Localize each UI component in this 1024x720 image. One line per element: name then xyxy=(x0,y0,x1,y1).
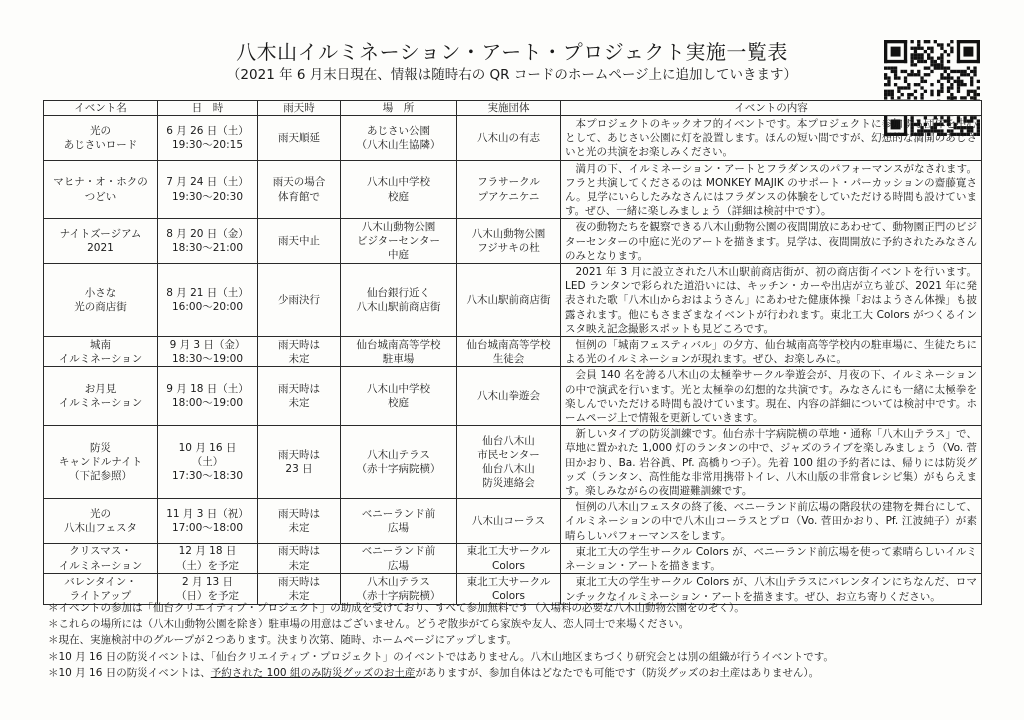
cell-line: 八木山の有志 xyxy=(477,131,540,144)
cell-line: キャンドルナイト xyxy=(58,456,143,469)
cell-line: 未定 xyxy=(288,522,310,535)
header-rain: 雨天時 xyxy=(258,101,341,116)
event-organizer-cell xyxy=(457,426,561,499)
cell-line: 広場 xyxy=(388,559,409,572)
cell-line: 八木山駅前商店街 xyxy=(466,293,551,306)
cell-line: （土） xyxy=(191,456,224,469)
table-row xyxy=(44,116,982,161)
event-place-cell xyxy=(341,116,457,161)
cell-line: 校庭 xyxy=(388,190,409,203)
cell-line: 未定 xyxy=(288,352,310,365)
cell-line: （赤十字病院横） xyxy=(356,590,441,602)
event-organizer-cell xyxy=(457,337,561,367)
table-row xyxy=(44,367,982,426)
event-name-cell xyxy=(44,499,158,544)
event-name-cell xyxy=(44,160,158,219)
event-content-cell: 満月の下、イルミネーション・アートとフラダンスのパフォーマンスがなされます。フラと共演してくださるのは MONKEY MAJIK のサポート・パーカッションの齋藤寛さん。見学にいらしたみなさんにはフラダンスの体験をしていただける時間も設けています。ぜひ、一緒に楽しみましょう（詳細は検討中です）。 xyxy=(561,160,982,219)
event-name-cell xyxy=(44,219,158,264)
cell-line: クリスマス・ xyxy=(69,545,132,558)
event-organizer-cell xyxy=(457,116,561,161)
cell-line: 生徒会 xyxy=(492,352,525,365)
cell-line: 7 月 24 日（土） xyxy=(166,176,249,189)
cell-line: 18:30～19:00 xyxy=(171,352,244,365)
cell-line: 雨天の場合 xyxy=(272,176,326,189)
cell-line: 防災 xyxy=(90,441,111,454)
event-date-cell xyxy=(158,426,258,499)
cell-line: 11 月 3 日（祝） xyxy=(166,507,249,520)
event-name-cell xyxy=(44,337,158,367)
cell-line: 広場 xyxy=(388,522,409,535)
cell-line: （下記参照） xyxy=(69,470,132,483)
cell-line: 八木山コーラス xyxy=(471,514,546,527)
note-line: ＊これらの場所には（八木山動物公園を除き）駐車場の用意はございません。どうぞ散歩がてら家族や友人、恋人同士で来場ください。 xyxy=(48,618,690,631)
event-name-cell xyxy=(44,116,158,161)
cell-line: 仙台銀行近く xyxy=(367,286,430,299)
event-date-cell xyxy=(158,219,258,264)
event-place-cell xyxy=(341,160,457,219)
event-rain-cell xyxy=(258,219,341,264)
cell-line: 未定 xyxy=(288,590,310,602)
event-content-cell: 会員 140 名を誇る八木山の太極拳サークル拳遊会が、月夜の下、イルミネーションの中で演武を行います。光と太極拳の幻想的な共演です。みなさんにも一緒に太極拳を楽しんでいただける時間も設けています。現在、内容の詳細については検討中です。ホームページ上で情報を更新していきます。 xyxy=(561,367,982,426)
cell-line: 光の商店街 xyxy=(74,301,127,314)
cell-line: 校庭 xyxy=(388,397,409,410)
cell-line: バレンタイン・ xyxy=(64,575,137,588)
cell-line: （日）を予定 xyxy=(176,590,239,602)
cell-line: 10 月 16 日 xyxy=(178,441,237,454)
event-content-cell: 東北工大の学生サークル Colors が、ベニーランド前広場を使って素晴らしいイルミネーション・アートを描きます。 xyxy=(561,543,982,573)
table-row xyxy=(44,160,982,219)
event-place-cell xyxy=(341,367,457,426)
cell-line: 6 月 26 日（土） xyxy=(166,124,249,137)
cell-line: ベニーランド前 xyxy=(361,545,436,558)
cell-line: 雨天時は xyxy=(278,449,320,462)
event-rain-cell xyxy=(258,160,341,219)
event-rain-cell xyxy=(258,116,341,161)
cell-line: （八木山生協隣） xyxy=(356,138,441,151)
table-row xyxy=(44,337,982,367)
event-content-cell: 夜の動物たちを観察できる八木山動物公園の夜間開放にあわせて、動物園正門のビジターセンターの中庭に光のアートを描きます。見学は、夜間開放に予約されたみなさんのみとなります。 xyxy=(561,219,982,264)
note-line: ＊現在、実施検討中のグループが２つあります。決まり次第、随時、ホームページにアップします。 xyxy=(48,634,518,647)
cell-line: 8 月 21 日（土） xyxy=(166,286,249,299)
event-content-cell: 本プロジェクトのキックオフ的イベントです。本プロジェクトに参加する団体を中心として、あじさい公園に灯を設置します。ほんの短い間ですが、幻想的な満開のあじさいと光の共演をお楽しみください。 xyxy=(561,116,982,161)
table-row xyxy=(44,219,982,264)
cell-line: フラサークル xyxy=(477,176,540,189)
event-date-cell xyxy=(158,264,258,337)
header-content: イベントの内容 xyxy=(561,101,982,116)
note-fragment: 予約された 100 組のみ防災グッズのお土産 xyxy=(210,666,416,679)
event-place-cell xyxy=(341,543,457,573)
table-row xyxy=(44,499,982,544)
cell-line: プアケニケニ xyxy=(477,190,540,203)
cell-line: イルミネーション xyxy=(58,559,143,572)
event-content-cell: 新しいタイプの防災訓練です。仙台赤十字病院横の草地・通称「八木山テラス」で、草地に置かれた 1,000 灯のランタンの中で、ジャズのライブを楽しみましょう（Vo. 菅田かおり、Ba. 岩谷眞、Pf. 高橋りつ子）。先着 100 組の予約者には、帰りには防災グッズ（ランタン、高性能な非常用携帯トイレ、八木山版の非常食レシピ集）がもらえます。楽しみながらの夜間避難訓練です。 xyxy=(561,426,982,499)
cell-line: 18:30～21:00 xyxy=(171,242,244,255)
cell-line: フジサキの杜 xyxy=(477,242,540,255)
cell-line: 8 月 20 日（金） xyxy=(166,228,249,241)
event-place-cell xyxy=(341,264,457,337)
header-place: 場 所 xyxy=(341,101,457,116)
event-organizer-cell xyxy=(457,543,561,573)
page-subtitle: （2021 年 6 月末日現在、情報は随時右の QR コードのホームページ上に追加していきます） xyxy=(226,67,798,83)
events-table xyxy=(43,100,982,605)
table-row xyxy=(44,264,982,337)
event-date-cell xyxy=(158,116,258,161)
cell-line: 少雨決行 xyxy=(278,293,320,306)
cell-line: 東北工大サークル xyxy=(466,545,551,558)
header-organizer: 実施団体 xyxy=(457,101,561,116)
cell-line: 12 月 18 日 xyxy=(178,545,237,558)
cell-line: 防災連絡会 xyxy=(482,477,535,490)
cell-line: 雨天時は xyxy=(278,507,320,520)
event-rain-cell xyxy=(258,426,341,499)
event-name-cell xyxy=(44,426,158,499)
event-organizer-cell xyxy=(457,499,561,544)
cell-line: 仙台城南高等学校 xyxy=(466,338,551,351)
cell-line: イルミネーション xyxy=(58,397,143,410)
event-content-cell: 恒例の八木山フェスタの終了後、ベニーランド前広場の階段状の建物を舞台にして、イルミネーションの中で八木山コーラスとプロ（Vo. 菅田かおり、Pf. 江波純子）が素晴らしいパフォーマンスをします。 xyxy=(561,499,982,544)
table-header-row xyxy=(44,101,982,116)
event-date-cell xyxy=(158,499,258,544)
cell-line: 駐車場 xyxy=(382,352,415,365)
cell-line: 19:30～20:30 xyxy=(171,190,244,203)
event-place-cell xyxy=(341,499,457,544)
cell-line: 仙台八木山 xyxy=(482,463,535,476)
cell-line: 17:00～18:00 xyxy=(171,522,244,535)
cell-line: 16:00～20:00 xyxy=(171,301,244,314)
cell-line: 雨天時は xyxy=(278,338,320,351)
event-content-cell: 2021 年 3 月に設立された八木山駅前商店街が、初の商店街イベントを行います。LED ランタンで彩られた道沿いには、キッチン・カーや出店が立ち並び、2021 年に発表された歌「八木山からおはようさん」にあわせた健康体操「おはようさん体操」も披露されます。他にもさまざまなイベントが行われます。東北工大 Colors がつくるインスタ映え記念撮影スポットも見どころです。 xyxy=(561,264,982,337)
header-event-name: イベント名 xyxy=(44,101,158,116)
cell-line: Colors xyxy=(492,590,525,602)
cell-line: 市民センター xyxy=(477,449,540,462)
cell-line: 雨天中止 xyxy=(278,235,320,248)
event-rain-cell xyxy=(258,543,341,573)
cell-line: 2 月 13 日 xyxy=(181,575,234,588)
cell-line: 9 月 18 日（土） xyxy=(166,383,249,396)
event-rain-cell xyxy=(258,337,341,367)
event-date-cell xyxy=(158,337,258,367)
cell-line: つどい xyxy=(84,190,117,203)
cell-line: 東北工大サークル xyxy=(466,575,551,588)
cell-line: 未定 xyxy=(288,559,310,572)
event-organizer-cell xyxy=(457,264,561,337)
cell-line: 中庭 xyxy=(388,249,409,262)
event-rain-cell xyxy=(258,499,341,544)
cell-line: 19:30～20:15 xyxy=(171,138,244,151)
cell-line: 雨天順延 xyxy=(278,131,320,144)
event-organizer-cell xyxy=(457,160,561,219)
note-line: ＊イベントの参加は「仙台クリエイティブ・プロジェクト」の助成を受けており、すべて参加無料です（入場料の必要な八木山動物公園をのぞく）。 xyxy=(48,602,745,614)
event-name-cell xyxy=(44,543,158,573)
event-place-cell xyxy=(341,219,457,264)
note-line: ＊10 月 16 日の防災イベントは、「仙台クリエイティブ・プロジェクト」のイベントではありません。八木山地区まちづくり研究会とは別の組織が行うイベントです。 xyxy=(48,650,834,663)
cell-line: 城南 xyxy=(90,338,111,351)
cell-line: 八木山拳遊会 xyxy=(477,390,540,403)
cell-line: ナイトズージアム xyxy=(59,228,142,241)
cell-line: 雨天時は xyxy=(278,383,320,396)
event-date-cell xyxy=(158,367,258,426)
cell-line: 八木山テラス xyxy=(367,575,430,588)
notes xyxy=(48,600,988,681)
event-content-cell: 東北工大の学生サークル Colors が、八木山テラスにバレンタインにちなんだ、ロマンチックなイルミネーション・アートを描きます。ぜひ、お立ち寄りください。 xyxy=(561,574,982,604)
cell-line: 光の xyxy=(90,124,111,137)
note-line xyxy=(48,665,988,681)
cell-line: イルミネーション xyxy=(58,352,143,365)
note-fragment: がありますが、参加自体はどなたでも可能です（防災グッズのお土産はありません）。 xyxy=(415,666,820,679)
event-content-cell: 恒例の「城南フェスティバル」の夕方、仙台城南高等学校内の駐車場に、生徒たちによる光のイルミネーションが現れます。ぜひ、お楽しみに。 xyxy=(561,337,982,367)
cell-line: あじさいロード xyxy=(63,138,138,151)
cell-line: 仙台八木山 xyxy=(482,434,535,447)
cell-line: 八木山フェスタ xyxy=(64,522,137,535)
event-organizer-cell xyxy=(457,367,561,426)
cell-line: あじさい公園 xyxy=(367,124,430,137)
note-fragment: ＊10 月 16 日の防災イベントは、 xyxy=(48,666,211,679)
event-place-cell xyxy=(341,426,457,499)
cell-line: ベニーランド前 xyxy=(361,507,436,520)
cell-line: 9 月 3 日（金） xyxy=(169,338,246,351)
cell-line: 未定 xyxy=(288,397,310,410)
cell-line: 仙台城南高等学校 xyxy=(356,338,441,351)
cell-line: 光の xyxy=(90,507,111,520)
cell-line: 雨天時は xyxy=(278,545,320,558)
cell-line: 2021 xyxy=(87,242,114,255)
event-organizer-cell xyxy=(457,219,561,264)
cell-line: 小さな xyxy=(84,286,117,299)
cell-line: 17:30～18:30 xyxy=(171,470,244,483)
event-date-cell xyxy=(158,543,258,573)
cell-line: ライトアップ xyxy=(69,590,132,602)
event-name-cell xyxy=(44,264,158,337)
cell-line: 体育館で xyxy=(278,190,320,203)
cell-line: 八木山中学校 xyxy=(367,383,430,396)
cell-line: マヒナ・オ・ホクの xyxy=(53,176,148,189)
cell-line: 八木山駅前商店街 xyxy=(356,301,441,314)
cell-line: ビジターセンター xyxy=(357,235,440,248)
cell-line: 雨天時は xyxy=(278,575,320,588)
event-rain-cell xyxy=(258,264,341,337)
cell-line: （赤十字病院横） xyxy=(356,463,441,476)
cell-line: 18:00～19:00 xyxy=(171,397,244,410)
table-row xyxy=(44,543,982,573)
event-place-cell xyxy=(341,337,457,367)
cell-line: （土）を予定 xyxy=(176,559,239,572)
cell-line: 23 日 xyxy=(285,463,313,476)
cell-line: 八木山テラス xyxy=(367,449,430,462)
cell-line: お月見 xyxy=(84,383,117,396)
event-date-cell xyxy=(158,160,258,219)
cell-line: 八木山中学校 xyxy=(367,176,430,189)
cell-line: 八木山動物公園 xyxy=(471,228,546,241)
event-rain-cell xyxy=(258,367,341,426)
event-name-cell xyxy=(44,367,158,426)
page-title: 八木山イルミネーション・アート・プロジェクト実施一覧表 xyxy=(236,40,788,64)
cell-line: 八木山動物公園 xyxy=(361,220,436,233)
header-date: 日 時 xyxy=(158,101,258,116)
table-row xyxy=(44,426,982,499)
cell-line: Colors xyxy=(492,559,525,572)
